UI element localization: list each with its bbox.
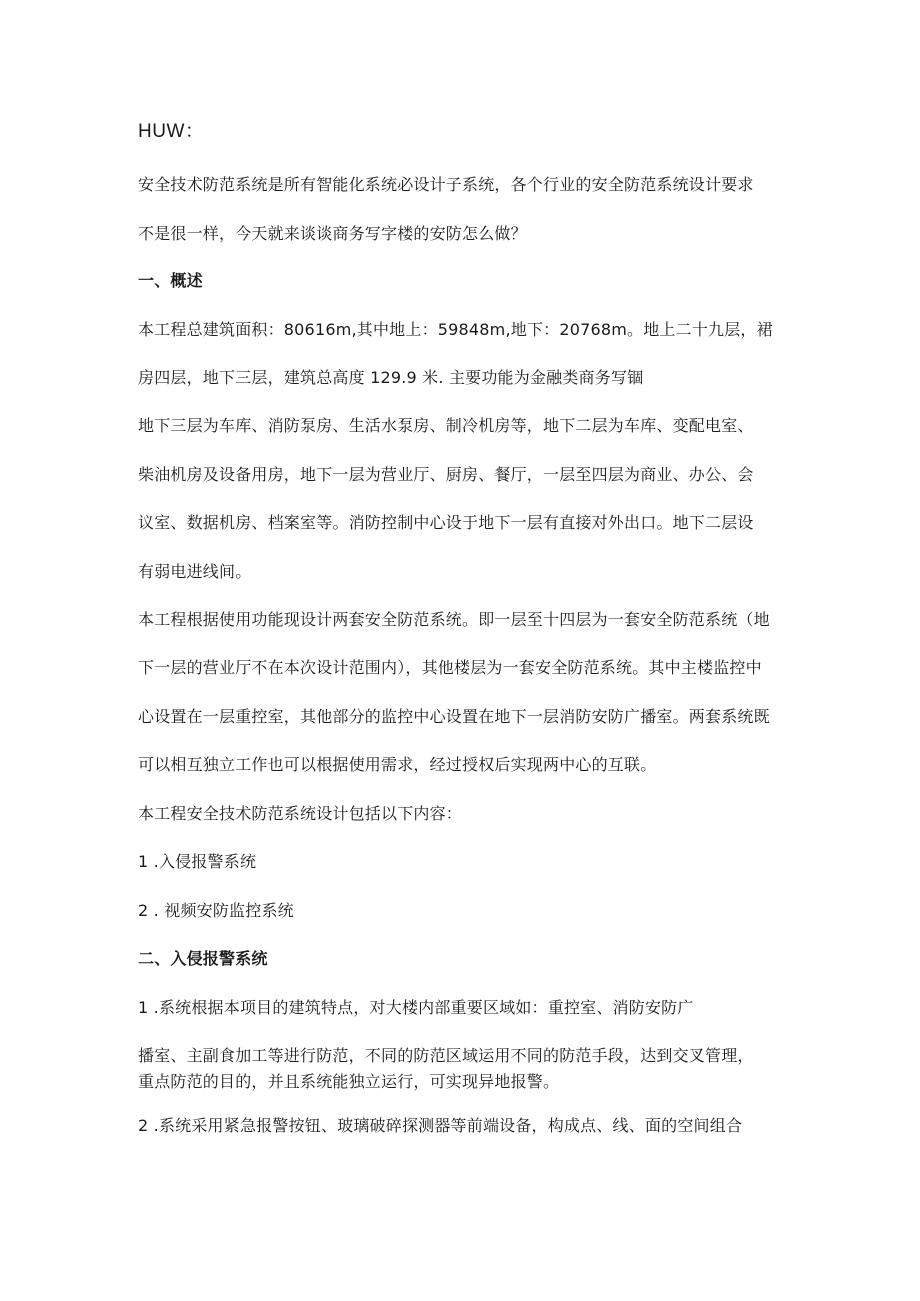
- para2-line-4: 有弱电进线间。: [138, 562, 252, 581]
- para2-line-1: 地下三层为车库、消防泵房、生活水泵房、制冷机房等，地下二层为车库、变配电室、: [138, 416, 754, 435]
- intro-line-2: 不是很一样，今天就来谈谈商务写字楼的安防怎么做？: [138, 224, 527, 243]
- section1-heading: 一、概述: [138, 271, 203, 290]
- para1-line-1: 本工程总建筑面积：80616m,其中地上：59848m,地下：20768m。地上二十九层，裙: [138, 320, 773, 339]
- para3-line-2: 下一层的营业厅不在本次设计范围内），其他楼层为一套安全防范系统。其中主楼监控中: [138, 658, 762, 677]
- intro-line-1: 安全技术防范系统是所有智能化系统必设计子系统，各个行业的安全防范系统设计要求: [138, 175, 754, 194]
- section2-item1-line1: 1 .系统根据本项目的建筑特点，对大楼内部重要区域如：重控室、消防安防广: [138, 998, 694, 1017]
- list-item-1: 1 .入侵报警系统: [138, 852, 257, 871]
- para2-line-3: 议室、数据机房、档案室等。消防控制中心设于地下一层有直接对外出口。地下二层设: [138, 513, 754, 532]
- section2-item1-line2: 播室、主副食加工等进行防范，不同的防范区域运用不同的防范手段，达到交叉管理，: [138, 1046, 754, 1065]
- section2-item1-line3: 重点防范的目的，并且系统能独立运行，可实现异地报警。: [138, 1072, 560, 1091]
- list-item-2: 2 . 视频安防监控系统: [138, 901, 294, 920]
- para3-line-4: 可以相互独立工作也可以根据使用需求，经过授权后实现两中心的互联。: [138, 755, 657, 774]
- para1-line-2: 房四层，地下三层，建筑总高度 129.9 米. 主要功能为金融类商务写锢: [138, 368, 644, 387]
- para4: 本工程安全技术防范系统设计包括以下内容：: [138, 804, 463, 823]
- section2-heading: 二、入侵报警系统: [138, 949, 268, 968]
- section2-item2-line1: 2 .系统采用紧急报警按钮、玻璃破碎探测器等前端设备，构成点、线、面的空间组合: [138, 1116, 743, 1135]
- para3-line-1: 本工程根据使用功能现设计两套安全防范系统。即一层至十四层为一套安全防范系统（地: [138, 610, 770, 629]
- para3-line-3: 心设置在一层重控室，其他部分的监控中心设置在地下一层消防安防广播室。两套系统既: [138, 707, 770, 726]
- para2-line-2: 柴油机房及设备用房，地下一层为营业厅、厨房、餐厅，一层至四层为商业、办公、会: [138, 465, 754, 484]
- document-title: HUW：: [138, 121, 205, 142]
